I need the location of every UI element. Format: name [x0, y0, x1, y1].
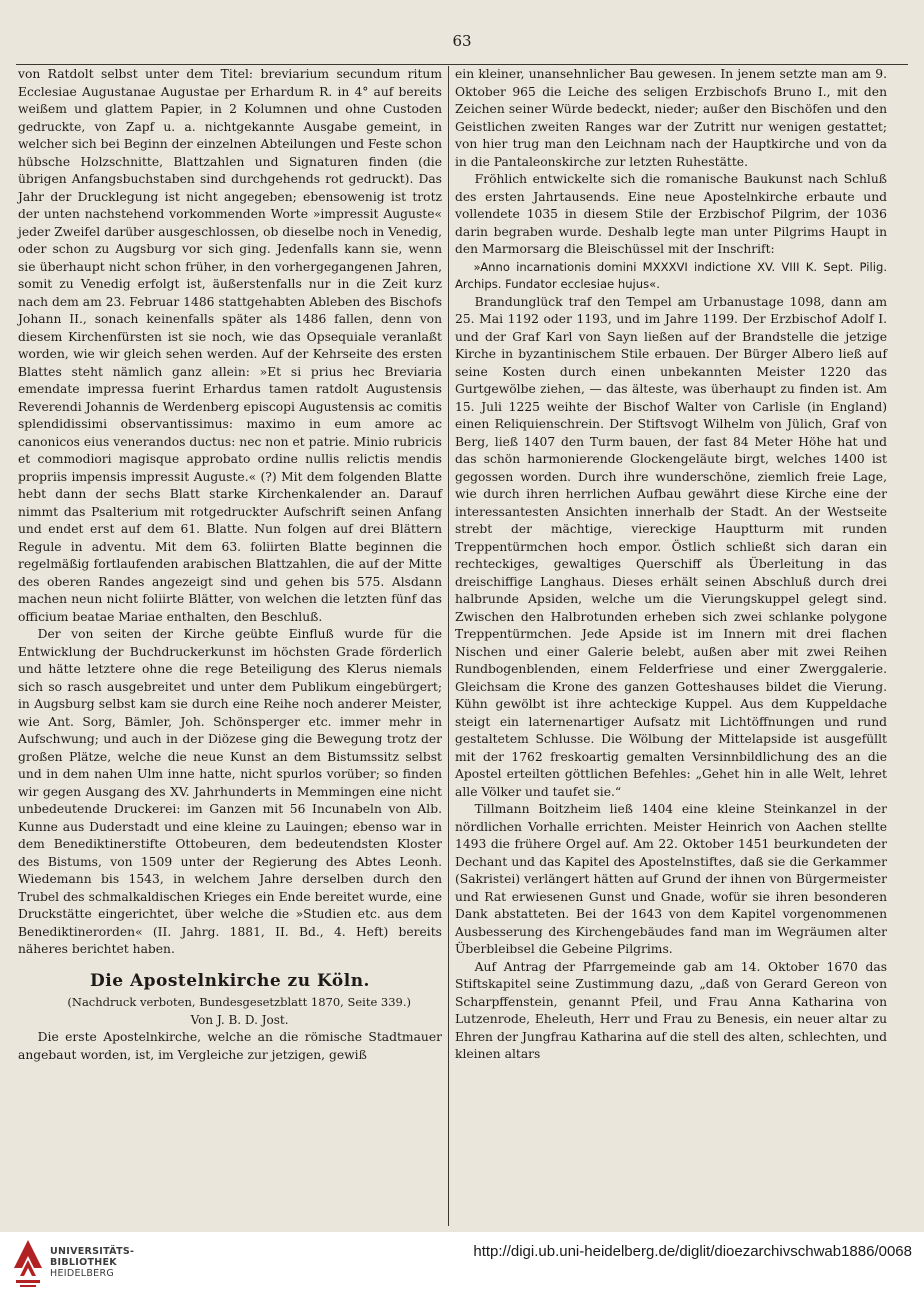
- column-divider: [448, 66, 449, 1226]
- right-paragraph-2: Fröhlich entwickelte sich die romanische Baukunst nach Schluß des ersten Jahrtausends. Eine neue Apostelnkirche erbaute und vollendete 1035 in diesem Stile der Erzbischof Pilgrim, der 1036 darin begraben wurde. Deshalb legte man unter Pilgrims Haupt in den Marmorsarg die Bleischüssel mit der Inschrift:: [455, 172, 887, 256]
- left-paragraph-3: Die erste Apostelnkirche, welche an die römische Stadtmauer angebaut worden, ist, im Vergleiche zur jetzigen, gewiß: [18, 1030, 442, 1062]
- right-paragraph-6: Auf Antrag der Pfarrgemeinde gab am 14. Oktober 1670 das Stiftskapitel seine Zustimmung dazu, „daß von Gerard Gereon von Scharpffenstein, genannt Pfeil, und Frau Anna Katharina von Lutzenrode, Eheleuth, Herr und Frau zu Benesis, ein neuer altar zu Ehren der Jungfrau Katharina auf die stell des alten, schlechten, und kleinen altars: [455, 959, 887, 1061]
- right-inscription: »Anno incarnationis domini MXXXVI indictione XV. VIII K. Sept. Pilig. Archips. Fundator ecclesiae hujus«.: [455, 259, 887, 291]
- footer-bar: [0, 1232, 924, 1298]
- article-author: Von J. B. D. Jost.: [190, 1012, 289, 1027]
- library-name-line-3: HEIDELBERG: [50, 1268, 115, 1279]
- header-rule: [16, 64, 908, 65]
- library-name: [50, 1246, 134, 1279]
- heidelberg-logo-icon: [12, 1238, 44, 1290]
- article-copyright-note: (Nachdruck verboten, Bundesgesetzblatt 1870, Seite 339.): [67, 995, 411, 1009]
- right-paragraph-1: ein kleiner, unansehnlicher Bau gewesen. In jenem setzte man am 9. Oktober 965 die Leiche des seligen Erzbischofs Bruno I., mit den Zeichen seiner Würde bedeckt, nieder; außer den Bischöfen und den Geistlichen zweiten Ranges war der Zutritt nur wenigen gestattet; von hier trug man den Leichnam nach der Hauptkirche und von da in die Pantaleonskirche zur letzten Ruhestätte.: [455, 67, 887, 169]
- article-title: Die Apostelnkirche zu Köln.: [90, 970, 370, 991]
- page-number: 63: [452, 32, 472, 50]
- library-name-line-2: BIBLIOTHEK: [50, 1257, 117, 1268]
- right-column: [455, 66, 887, 1064]
- left-paragraph-1: von Ratdolt selbst unter dem Titel: breviarium secundum ritum Ecclesiae Augustanae Augustae per Erhardum R. in 4° auf bereits weißem und glattem Papier, in 2 Kolumnen und ohne Custoden gedruckte, von Zapf u. a. nichtgekannte Ausgabe gemeint, in welcher sich bei Beginn der einzelnen Abteilungen und Feste schon hübsche Holzschnitte, Blattzahlen und Signaturen finden (die übrigen Anfangsbuchstaben sind durchgehends rot gedruckt). Das Jahr der Drucklegung ist nicht angegeben; ebensowenig ist trotz der unten nachstehend vorkommenden Worte »impressit Auguste« jeder Zweifel darüber ausgeschlossen, ob dieselbe noch in Venedig, oder schon zu Augsburg vor sich ging. Jedenfalls kann sie, wenn sie überhaupt nicht schon früher, in den vorhergegangenen Jahren, somit zu Venedig erfolgt ist, äußerstenfalls nur in die Zeit kurz nach dem am 23. Februar 1486 stattgehabten Ableben des Bischofs Johann II., sonach keinenfalls später als 1486 fallen, denn von diesem Kirchenfürsten ist sie noch, wie das Opsequiale veranlaßt worden, wie wir gleich sehen werden. Auf der Kehrseite des ersten Blattes steht nämlich ganz allein: »Et si prius hec Breviaria emendate impressa fuerint Erhardus tamen ratdolt Augustensis Reverendi Johannis de Werdenberg episcopi Augustensis ac comitis splendidissimi observantissimus: maximo in eum amore ac canonicos eius venerandos ductus: nec non et patrie. Minio rubricis et commodiori magisque approbato ordine nullis relictis mendis propriis impensis impressit Auguste.« (?) Mit dem folgenden Blatte hebt dann der sechs Blatt starke Kirchenkalender an. Darauf nimmt das Psalterium mit rotgedruckter Aufschrift seinen Anfang und endet erst auf dem 61. Blatte. Nun folgen auf drei Blättern Regule in adventu. Mit dem 63. foliirten Blatte beginnen die regelmäßig fortlaufenden arabischen Blattzahlen, die auf der Mitte des oberen Randes angezeigt sind und gehen bis 575. Alsdann machen neun nicht foliirte Blätter, von welchen die letzten fünf das officium beatae Mariae enthalten, den Beschluß.: [18, 67, 442, 624]
- library-name-line-1: UNIVERSITÄTS-: [50, 1246, 135, 1257]
- source-url-link[interactable]: http://digi.ub.uni-heidelberg.de/diglit/dioezarchivschwab1886/0068: [473, 1243, 912, 1260]
- left-paragraph-2: Der von seiten der Kirche geübte Einfluß wurde für die Entwicklung der Buchdruckerkunst im höchsten Grade förderlich und hätte letztere ohne die rege Beteiligung des Klerus niemals sich so rasch ausgebreitet und unter dem Publikum eingebürgert; in Augsburg selbst kam sie durch eine Reihe noch anderer Meister, wie Ant. Sorg, Bämler, Joh. Schönsperger etc. immer mehr in Aufschwung; und auch in der Diözese ging die Bewegung trotz der großen Plätze, welche die neue Kunst an dem Bistumssitz selbst und in dem nahen Ulm inne hatte, nicht spurlos vorüber; so finden wir gegen Ausgang des XV. Jahrhunderts in Memmingen eine nicht unbedeutende Druckerei: im Ganzen mit 56 Incunabeln von Alb. Kunne aus Duderstadt und eine kleine zu Lauingen; ebenso war in dem Benediktinerstifte Ottobeuren, dem bedeutendsten Kloster des Bistums, von 1509 unter der Regierung des Abtes Leonh. Wiedemann bis 1543, in welchem Jahre derselben durch den Trubel des schmalkaldischen Krieges ein Ende bereitet wurde, eine Druckstätte eingerichtet, über welche die »Studien etc. aus dem Benediktinerorden« (II. Jahrg. 1881, II. Bd., 4. Heft) bereits näheres berichtet haben.: [18, 627, 442, 956]
- right-paragraph-4: Brandunglück traf den Tempel am Urbanustage 1098, dann am 25. Mai 1192 oder 1193, und im Jahre 1199. Der Erzbischof Adolf I. und der Graf Karl von Sayn ließen auf der Brandstelle die jetzige Kirche in byzantinischem Stile erbauen. Der Bürger Albero ließ auf seine Kosten durch einen unbekannten Meister 1220 das Gurtgewölbe ziehen, — das älteste, was überhaupt zu finden ist. Am 15. Juli 1225 weihte der Bischof Walter von Carlisle (in England) einen Reliquienschrein. Der Stiftsvogt Wilhelm von Jülich, Graf von Berg, ließ 1407 den Turm bauen, der fast 84 Meter Höhe hat und das schön harmonierende Glockengeläute birgt, welches 1400 ist gegossen worden. Durch ihre wunderschöne, ziemlich freie Lage, wie durch ihren herrlichen Aufbau gewährt diese Kirche eine der interessantesten Ansichten innerhalb der Stadt. An der Westseite strebt der mächtige, viereckige Hauptturm mit runden Treppentürmchen hoch empor. Östlich schließt sich daran ein rechteckiges, gewaltiges Querschiff als Überleitung in das dreischiffige Langhaus. Dieses erhält seinen Abschluß durch drei halbrunde Apsiden, welche um die Vierungskuppel gelegt sind. Zwischen den Halbrotunden erheben sich zwei schlanke polygone Treppentürmchen. Jede Apside ist im Innern mit drei flachen Nischen und einer Galerie belebt, außen aber mit zwei Reihen Rundbogenblenden, einem Felderfriese und einer Zwerggalerie. Gleichsam die Krone des ganzen Gotteshauses bildet die Vierung. Kühn gewölbt ist ihre achteckige Kuppel. Aus dem Kuppeldache steigt ein laternenartiger Aufsatz mit Lichtöffnungen und rund gestaltetem Schlusse. Die Wölbung der Mittelapside ist ausgefüllt mit der 1762 freskoartig gemalten Versinnbildlichung des an die Apostel erteilten göttlichen Befehles: „Gehet hin in alle Welt, lehret alle Völker und taufet sie.“: [455, 294, 887, 799]
- right-paragraph-5: Tillmann Boitzheim ließ 1404 eine kleine Steinkanzel in der nördlichen Vorhalle errichten. Meister Heinrich von Aachen stellte 1493 die frühere Orgel auf. Am 22. Oktober 1451 beurkundeten der Dechant und das Kapitel des Apostelnstiftes, daß sie die Gerkammer (Sakristei) verlängert hätten auf Grund der ihnen von Bürgermeister und Rat erwiesenen Gunst und Gnade, wofür sie ihren besonderen Dank abstatteten. Bei der 1643 von dem Kapitel vorgenommenen Ausbesserung des Kirchengebäudes fand man im Wegräumen alter Überbleibsel die Gebeine Pilgrims.: [455, 802, 887, 956]
- left-column: [18, 66, 442, 1064]
